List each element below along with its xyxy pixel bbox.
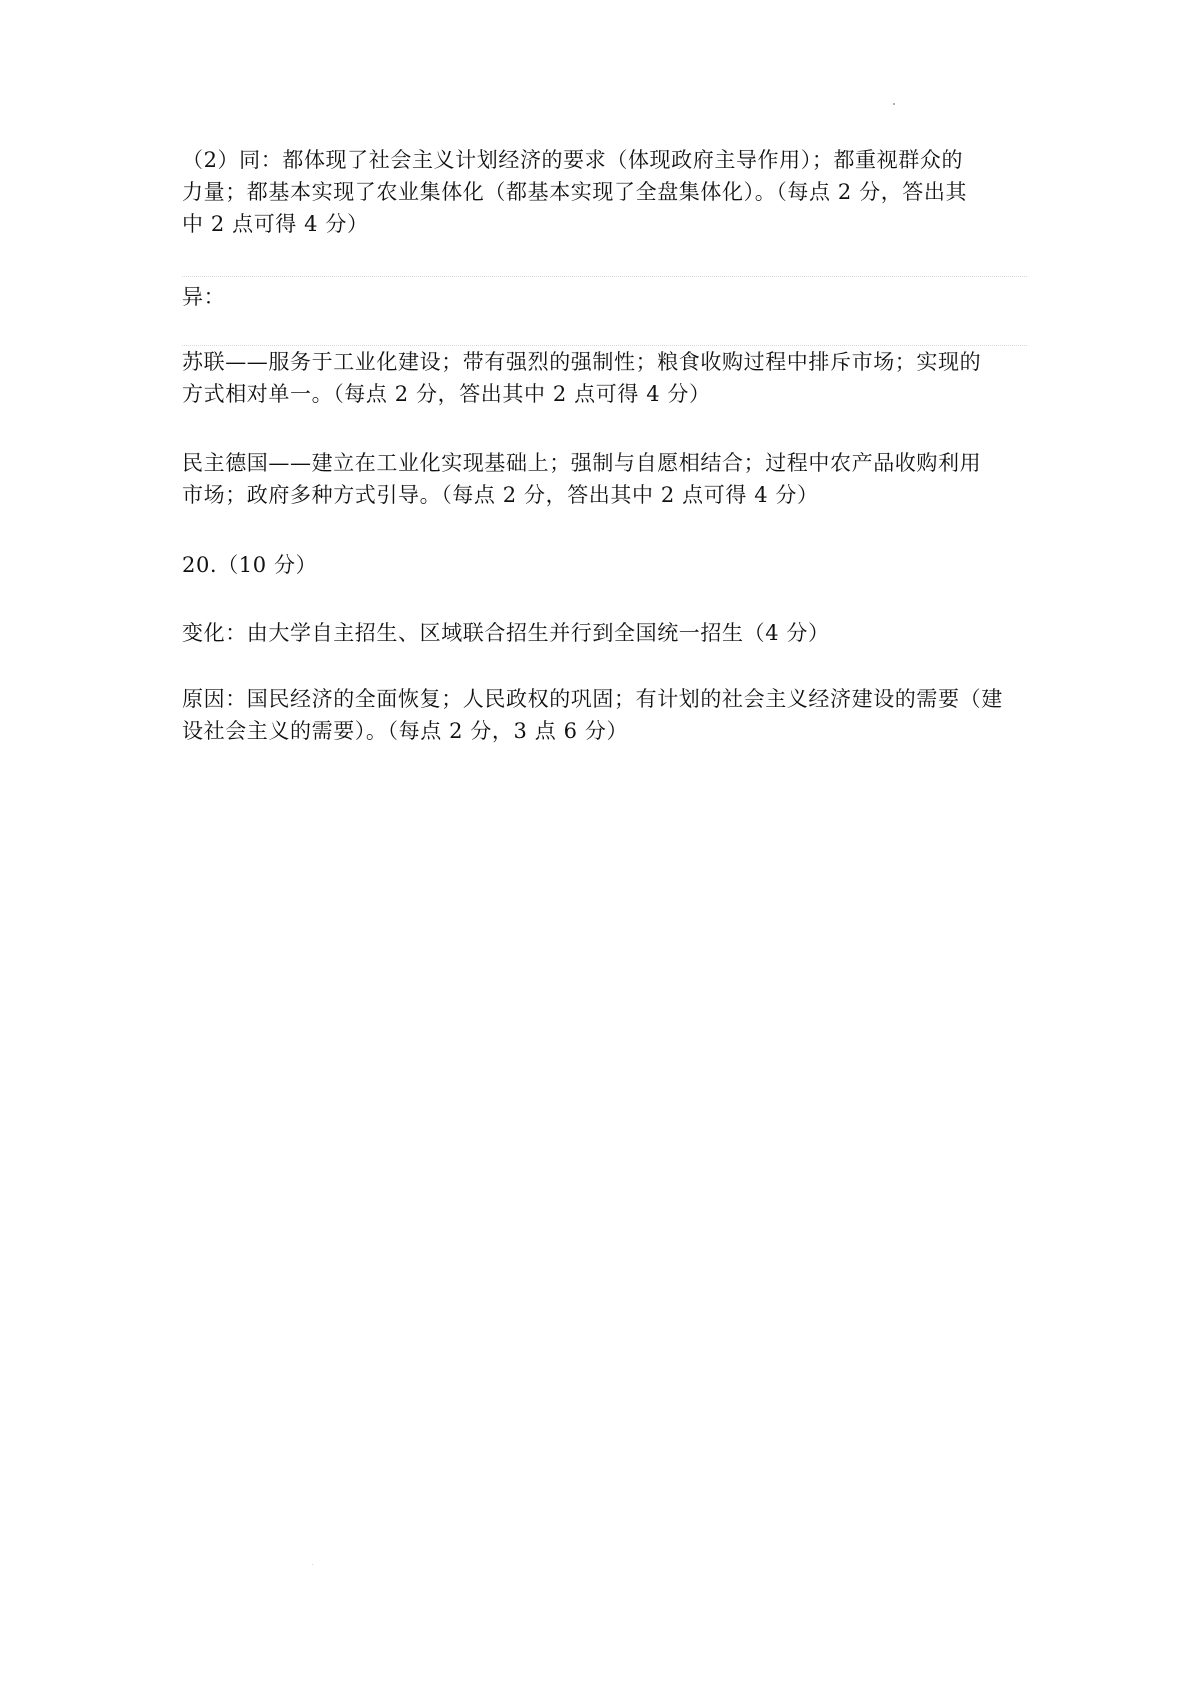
text-line: 力量；都基本实现了农业集体化（都基本实现了全盘集体化）。（每点 2 分，答出其 — [182, 180, 968, 204]
question-number-20 — [182, 549, 1027, 581]
dotted-rule — [182, 276, 1027, 277]
answer-paragraph-gdr — [182, 447, 1027, 511]
text-line: 方式相对单一。（每点 2 分，答出其中 2 点可得 4 分） — [182, 382, 711, 406]
text-line: 市场；政府多种方式引导。（每点 2 分，答出其中 2 点可得 4 分） — [182, 483, 819, 507]
text-line: 20.（10 分） — [182, 553, 318, 577]
scan-speck — [893, 103, 895, 105]
text-line: 原因：国民经济的全面恢复；人民政权的巩固；有计划的社会主义经济建设的需要（建 — [182, 687, 1003, 711]
answer-paragraph-soviet — [182, 346, 1027, 410]
text-line: （2）同：都体现了社会主义计划经济的要求（体现政府主导作用）；都重视群众的 — [182, 148, 964, 172]
answer-heading-differences — [182, 281, 1027, 313]
text-line: 民主德国——建立在工业化实现基础上；强制与自愿相结合；过程中农产品收购利用 — [182, 451, 982, 475]
answer-paragraph-reasons — [182, 683, 1027, 747]
text-line: 苏联——服务于工业化建设；带有强烈的强制性；粮食收购过程中排斥市场；实现的 — [182, 350, 982, 374]
scan-speck — [312, 1564, 313, 1565]
answer-paragraph-change — [182, 617, 1027, 649]
answer-paragraph-similarities — [182, 144, 1027, 240]
text-line: 变化：由大学自主招生、区域联合招生并行到全国统一招生（4 分） — [182, 621, 830, 645]
text-line: 异： — [182, 285, 226, 309]
text-line: 设社会主义的需要）。（每点 2 分，3 点 6 分） — [182, 719, 629, 743]
text-line: 中 2 点可得 4 分） — [182, 212, 369, 236]
